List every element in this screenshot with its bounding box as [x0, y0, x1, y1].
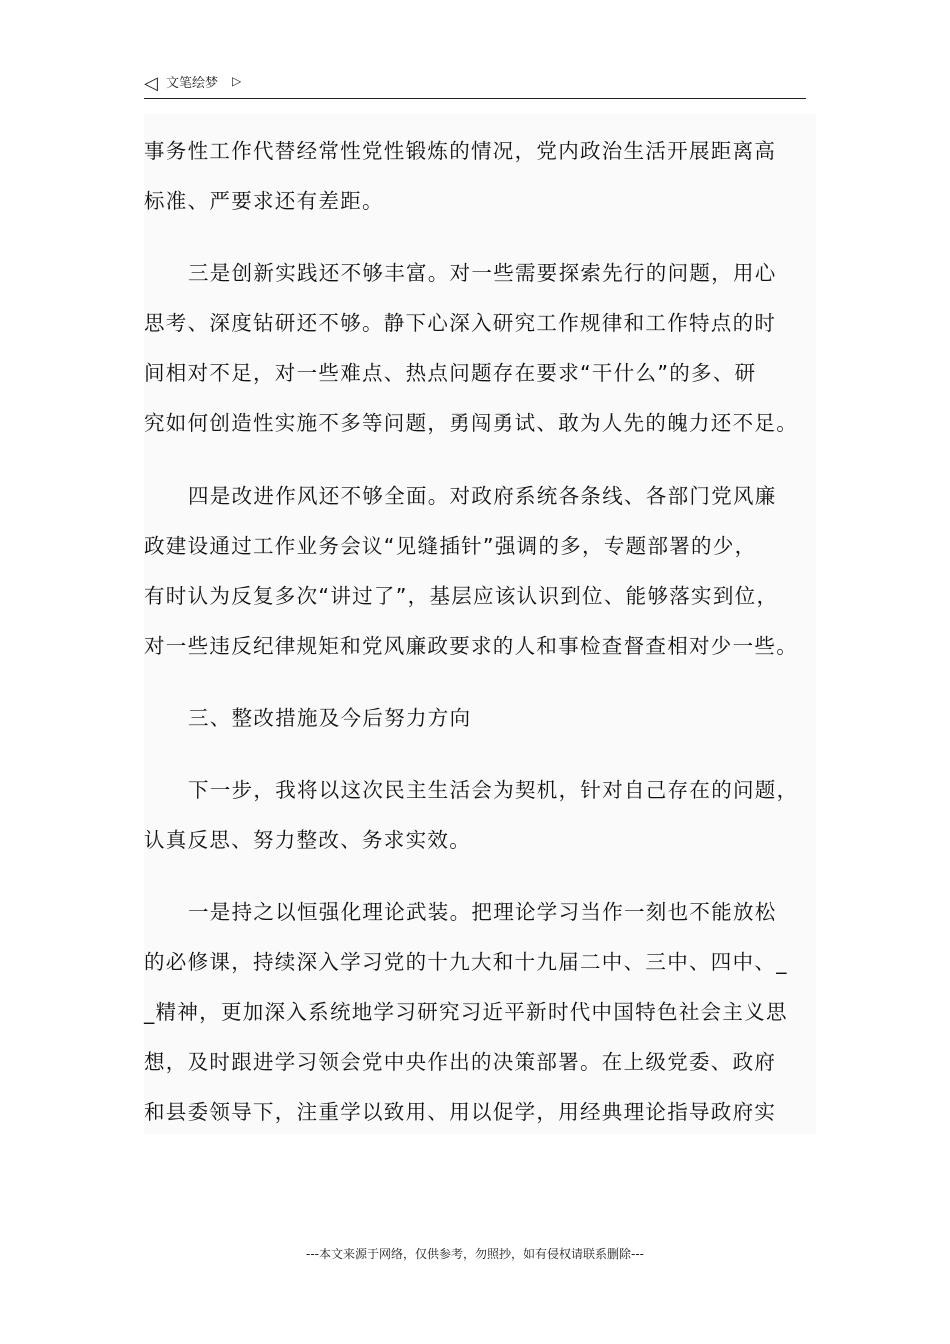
text-line: 想，及时跟进学习领会党中央作出的决策部署。在上级党委、政府	[144, 1050, 777, 1074]
paragraph-start-line: 三是创新实践还不够丰富。对一些需要探索先行的问题，用心	[188, 261, 777, 285]
text-line: 标准、严要求还有差距。	[144, 189, 384, 213]
footer-disclaimer: ---本文来源于网络，仅供参考，勿照抄，如有侵权请联系删除---	[306, 1247, 644, 1261]
text-line: 对一些违反纪律规矩和党风廉政要求的人和事检查督查相对少一些。	[144, 634, 798, 658]
page-header	[144, 72, 806, 99]
text-line: 思考、深度钻研还不够。静下心深入研究工作规律和工作特点的时	[144, 311, 777, 335]
text-line: 的必修课，持续深入学习党的十九大和十九届二中、三中、四中、_	[144, 950, 788, 974]
text-line: 间相对不足，对一些难点、热点问题存在要求“干什么”的多、研	[144, 361, 757, 385]
paragraph-start-line: 一是持之以恒强化理论武装。把理论学习当作一刻也不能放松	[188, 900, 777, 924]
text-line: 事务性工作代替经常性党性锻炼的情况，党内政治生活开展距离高	[144, 139, 777, 163]
left-triangle-icon: ◁	[144, 73, 158, 94]
paragraph-start-line: 下一步，我将以这次民主生活会为契机，针对自己存在的问题，	[188, 778, 799, 802]
text-line: 认真反思、努力整改、务求实效。	[144, 828, 471, 852]
text-line: 有时认为反复多次“讲过了”，基层应该认识到位、能够落实到位，	[144, 584, 779, 608]
text-line: 和县委领导下，注重学以致用、用以促学，用经典理论指导政府实	[144, 1100, 777, 1124]
text-line: 究如何创造性实施不多等问题，勇闯勇试、敢为人先的魄力还不足。	[144, 411, 798, 435]
text-line: _精神，更加深入系统地学习研究习近平新时代中国特色社会主义思	[144, 1000, 788, 1024]
header-brand: 文笔绘梦	[166, 76, 219, 91]
text-line: 政建设通过工作业务会议“见缝插针”强调的多，专题部署的少，	[144, 534, 757, 558]
paragraph-start-line: 四是改进作风还不够全面。对政府系统各条线、各部门党风廉	[188, 484, 777, 508]
document-body	[144, 114, 816, 1134]
section-heading: 三、整改措施及今后努力方向	[188, 706, 472, 730]
right-triangle-icon: ▷	[232, 74, 242, 88]
